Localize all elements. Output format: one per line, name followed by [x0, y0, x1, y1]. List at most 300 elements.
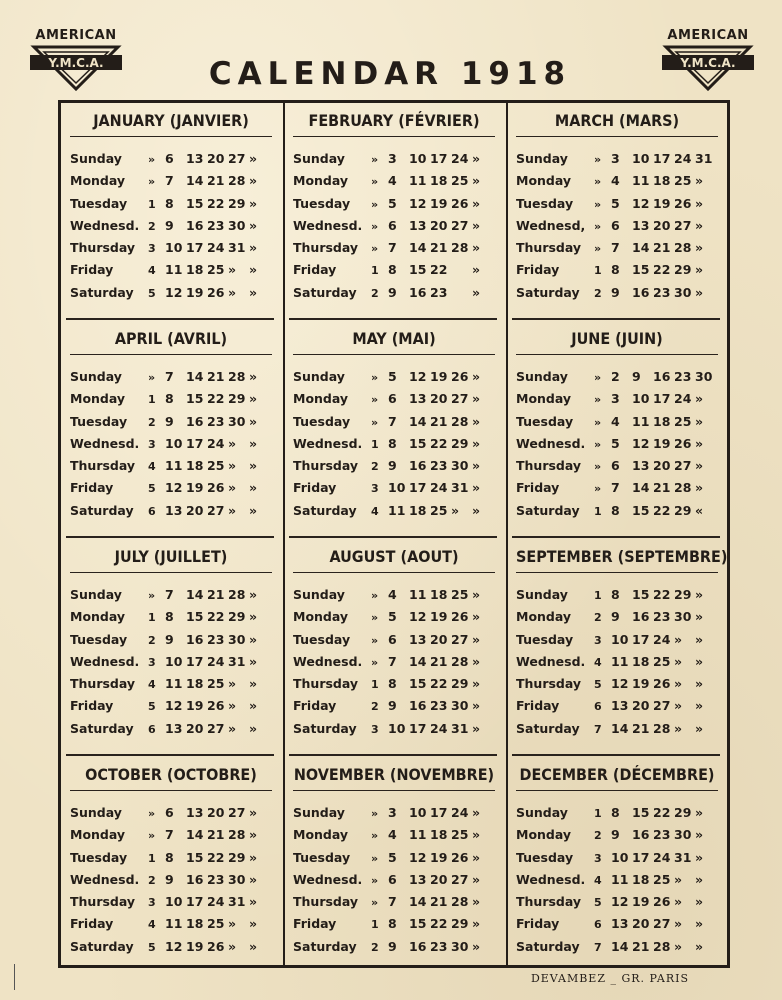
first-date: »	[594, 415, 602, 429]
weekday-rows	[287, 369, 501, 525]
weekday-label: Thursday	[516, 894, 582, 910]
date-cell: 27	[674, 217, 692, 233]
date-cell: »	[249, 151, 258, 166]
date-cell: 25	[430, 502, 448, 518]
first-date: 3	[148, 896, 156, 910]
date-cell: 19	[186, 938, 204, 954]
date-cell: 21	[207, 369, 225, 384]
weekday-row	[293, 503, 497, 525]
date-cell: 18	[186, 916, 204, 932]
weekday-row	[70, 369, 274, 391]
date-cell: »	[472, 676, 481, 692]
ymca-logo-right	[660, 28, 756, 91]
date-cell: 20	[186, 720, 204, 736]
date-cell: »	[695, 698, 704, 714]
weekday-row	[516, 173, 720, 195]
date-cell: 26	[674, 195, 692, 211]
date-cell: 23	[430, 284, 448, 300]
date-cell: 26	[207, 480, 225, 496]
date-cell: 10	[632, 391, 650, 407]
weekday-row	[293, 436, 497, 458]
date-cell: »	[695, 480, 704, 496]
date-cell: 22	[653, 587, 671, 602]
weekday-row	[70, 196, 274, 218]
first-date: 1	[148, 611, 156, 625]
first-date: 1	[148, 851, 156, 865]
weekday-label: Saturday	[70, 938, 134, 954]
date-cell: 31	[228, 240, 246, 256]
month-heading: DECEMBER (DÉCEMBRE)	[516, 760, 718, 791]
ymca-triangle-icon	[662, 45, 754, 91]
date-cell: 14	[409, 413, 427, 429]
date-cell: 3	[388, 151, 397, 166]
date-cell: »	[695, 240, 704, 256]
weekday-row	[516, 894, 720, 916]
date-cell: 13	[409, 391, 427, 407]
month-separator	[512, 536, 720, 538]
date-cell: 9	[611, 609, 620, 625]
date-cell: 30	[674, 284, 692, 300]
weekday-row	[516, 872, 720, 894]
date-cell: »	[695, 173, 704, 189]
weekday-row	[293, 939, 497, 961]
date-cell: 22	[430, 916, 448, 932]
date-cell: 7	[611, 240, 620, 256]
date-cell: »	[249, 217, 258, 233]
date-cell: 19	[186, 698, 204, 714]
date-cell: 4	[388, 587, 397, 602]
weekday-label: Thursday	[70, 894, 136, 910]
month-separator	[66, 536, 274, 538]
first-date: »	[371, 175, 379, 189]
date-cell: 11	[165, 458, 183, 474]
date-cell: »	[249, 653, 258, 669]
date-cell: 19	[632, 676, 650, 692]
date-cell: 16	[409, 458, 427, 474]
date-cell: 11	[409, 827, 427, 843]
weekday-label: Monday	[70, 827, 126, 843]
weekday-label: Thursday	[70, 458, 136, 474]
first-date: »	[371, 371, 379, 384]
date-cell: 5	[388, 849, 397, 865]
month-heading: JANUARY (JANVIER)	[70, 106, 272, 137]
weekday-label: Friday	[70, 916, 114, 932]
date-cell: 7	[611, 480, 620, 496]
date-cell: 28	[653, 720, 671, 736]
date-cell: 25	[674, 173, 692, 189]
date-cell: 17	[653, 391, 671, 407]
date-cell: 18	[186, 262, 204, 278]
first-date: »	[594, 175, 602, 189]
date-cell: 16	[632, 284, 650, 300]
month-separator	[289, 754, 497, 756]
weekday-label: Sunday	[70, 151, 122, 166]
first-date: 3	[148, 437, 156, 451]
month-heading: JULY (JUILLET)	[70, 542, 272, 573]
date-cell: 14	[186, 173, 204, 189]
date-cell: 18	[430, 827, 448, 843]
date-cell: 12	[632, 195, 650, 211]
date-cell: »	[472, 284, 481, 300]
weekday-label: Sunday	[70, 587, 122, 602]
date-cell: 19	[653, 435, 671, 451]
date-cell: 6	[611, 217, 620, 233]
weekday-label: Friday	[293, 698, 337, 714]
date-cell: »	[249, 871, 258, 887]
date-cell: »	[695, 827, 704, 843]
date-cell: 11	[632, 413, 650, 429]
weekday-label: Sunday	[293, 151, 345, 166]
date-cell: »	[249, 916, 258, 932]
date-cell: 20	[207, 151, 225, 166]
date-cell: 24	[430, 720, 448, 736]
date-cell: 21	[207, 173, 225, 189]
weekday-rows	[64, 151, 278, 307]
date-cell: 16	[186, 871, 204, 887]
weekday-label: Friday	[70, 262, 114, 278]
ymca-triangle-icon	[30, 45, 122, 91]
date-cell: 7	[388, 653, 397, 669]
weekday-rows	[64, 805, 278, 961]
weekday-rows	[510, 151, 724, 307]
weekday-row	[70, 458, 274, 480]
month-february	[287, 104, 501, 320]
first-date: 2	[148, 633, 156, 647]
date-cell: 13	[165, 502, 183, 518]
date-cell: »	[228, 938, 237, 954]
weekday-label: Wednesd.	[516, 435, 586, 451]
weekday-label: Wednesd.	[70, 435, 140, 451]
first-date: »	[371, 851, 379, 865]
weekday-label: Wednesd.	[293, 653, 363, 669]
date-cell: 11	[165, 676, 183, 692]
weekday-label: Thursday	[70, 240, 136, 256]
date-cell: 9	[165, 217, 174, 233]
weekday-row	[293, 654, 497, 676]
date-cell: 15	[186, 849, 204, 865]
date-cell: 20	[430, 391, 448, 407]
weekday-label: Monday	[70, 609, 126, 625]
weekday-row	[516, 698, 720, 720]
weekday-row	[70, 632, 274, 654]
first-date: 5	[594, 678, 602, 692]
date-cell: 9	[611, 284, 620, 300]
month-heading: MAY (MAI)	[293, 324, 495, 355]
weekday-label: Thursday	[516, 676, 582, 692]
date-cell: 13	[186, 151, 204, 166]
first-date: 3	[594, 851, 602, 865]
first-date: »	[148, 371, 156, 384]
first-date: 7	[594, 940, 602, 954]
date-cell: 12	[409, 195, 427, 211]
date-cell: 22	[207, 391, 225, 407]
date-cell: 30	[451, 938, 469, 954]
date-cell: »	[472, 151, 481, 166]
date-cell: 21	[430, 240, 448, 256]
date-cell: »	[695, 631, 704, 647]
first-date: 1	[371, 437, 379, 451]
first-date: 6	[148, 722, 156, 736]
date-cell: 29	[228, 609, 246, 625]
date-cell: »	[249, 849, 258, 865]
first-date: »	[371, 242, 379, 256]
date-cell: 25	[451, 587, 469, 602]
date-cell: »	[249, 369, 258, 384]
date-cell: »	[249, 938, 258, 954]
date-cell: 30	[228, 413, 246, 429]
weekday-row	[516, 827, 720, 849]
date-cell: «	[695, 502, 704, 518]
date-cell: 5	[611, 195, 620, 211]
date-cell: 28	[451, 413, 469, 429]
logo-word: AMERICAN	[35, 28, 117, 43]
date-cell: 9	[388, 458, 397, 474]
emblem-text: Y.M.C.A.	[680, 56, 736, 70]
weekday-label: Wednesd.	[70, 871, 140, 887]
date-cell: 29	[451, 435, 469, 451]
weekday-row	[70, 151, 274, 173]
weekday-rows	[510, 369, 724, 525]
month-august	[287, 540, 501, 756]
date-cell: 15	[632, 502, 650, 518]
first-date: 6	[148, 504, 156, 518]
weekday-label: Sunday	[293, 369, 345, 384]
date-cell: 31	[451, 480, 469, 496]
weekday-label: Friday	[516, 698, 560, 714]
weekday-row	[70, 721, 274, 743]
weekday-label: Tuesday	[516, 631, 574, 647]
date-cell: 7	[388, 413, 397, 429]
date-cell: 9	[632, 369, 641, 384]
date-cell: 31	[451, 720, 469, 736]
date-cell: 19	[186, 480, 204, 496]
first-date: »	[594, 371, 602, 384]
weekday-label: Monday	[293, 391, 349, 407]
date-cell: 20	[430, 631, 448, 647]
date-cell: 9	[388, 698, 397, 714]
date-cell: 23	[430, 938, 448, 954]
weekday-row	[70, 262, 274, 284]
weekday-label: Friday	[516, 916, 560, 932]
first-date: 3	[594, 633, 602, 647]
date-cell: »	[695, 894, 704, 910]
date-cell: 15	[409, 262, 427, 278]
weekday-row	[516, 587, 720, 609]
date-cell: »	[695, 805, 704, 820]
weekday-rows	[287, 587, 501, 743]
date-cell: 8	[611, 502, 620, 518]
weekday-row	[70, 827, 274, 849]
date-cell: 29	[674, 587, 692, 602]
date-cell: 29	[451, 916, 469, 932]
weekday-label: Friday	[516, 262, 560, 278]
date-cell: 8	[611, 805, 620, 820]
page-title: CALENDAR 1918	[208, 56, 572, 92]
date-cell: »	[472, 587, 481, 602]
date-cell: 29	[228, 849, 246, 865]
date-cell: 25	[653, 653, 671, 669]
weekday-label: Friday	[70, 698, 114, 714]
weekday-row	[516, 436, 720, 458]
date-cell: »	[249, 391, 258, 407]
date-cell: »	[472, 502, 481, 518]
date-cell: 30	[228, 217, 246, 233]
weekday-label: Sunday	[70, 369, 122, 384]
weekday-row	[70, 872, 274, 894]
date-cell: »	[674, 871, 683, 887]
edge-mark	[14, 964, 15, 990]
date-cell: 17	[186, 653, 204, 669]
date-cell: 14	[409, 894, 427, 910]
first-date: 4	[148, 918, 156, 932]
date-cell: 15	[409, 676, 427, 692]
weekday-rows	[510, 587, 724, 743]
date-cell: 8	[388, 676, 397, 692]
date-cell: 23	[207, 217, 225, 233]
date-cell: 6	[165, 151, 174, 166]
date-cell: »	[472, 173, 481, 189]
weekday-label: Sunday	[516, 151, 568, 166]
date-cell: 27	[653, 698, 671, 714]
date-cell: 5	[388, 195, 397, 211]
date-cell: 22	[653, 502, 671, 518]
first-date: »	[371, 633, 379, 647]
date-cell: »	[674, 916, 683, 932]
date-cell: »	[695, 720, 704, 736]
date-cell: »	[695, 435, 704, 451]
weekday-label: Thursday	[516, 458, 582, 474]
date-cell: 19	[430, 369, 448, 384]
date-cell: 25	[674, 413, 692, 429]
weekday-row	[293, 480, 497, 502]
date-cell: »	[472, 653, 481, 669]
date-cell: 12	[409, 849, 427, 865]
weekday-label: Tuesday	[293, 631, 351, 647]
date-cell: 13	[611, 916, 629, 932]
weekday-label: Tuesday	[293, 195, 351, 211]
weekday-row	[293, 151, 497, 173]
date-cell: 29	[228, 391, 246, 407]
first-date: »	[594, 242, 602, 256]
date-cell: »	[249, 676, 258, 692]
weekday-row	[516, 609, 720, 631]
date-cell: 17	[409, 480, 427, 496]
date-cell: 17	[632, 849, 650, 865]
date-cell: »	[249, 720, 258, 736]
date-cell: »	[695, 195, 704, 211]
date-cell: 26	[451, 195, 469, 211]
date-cell: 13	[409, 631, 427, 647]
first-date: 1	[148, 197, 156, 211]
date-cell: 14	[611, 938, 629, 954]
date-cell: 10	[611, 849, 629, 865]
date-cell: 15	[409, 435, 427, 451]
date-cell: 3	[611, 391, 620, 407]
date-cell: »	[228, 284, 237, 300]
first-date: 2	[594, 611, 602, 625]
month-june	[510, 322, 724, 538]
date-cell: 10	[165, 894, 183, 910]
date-cell: 15	[632, 262, 650, 278]
printer-credit: DEVAMBEZ _ GR. PARIS	[530, 972, 690, 985]
date-cell: 12	[409, 369, 427, 384]
date-cell: 8	[165, 195, 174, 211]
date-cell: 8	[611, 262, 620, 278]
date-cell: »	[249, 609, 258, 625]
date-cell: »	[695, 587, 704, 602]
weekday-rows	[287, 805, 501, 961]
weekday-row	[516, 262, 720, 284]
weekday-row	[293, 218, 497, 240]
first-date: 1	[594, 807, 602, 820]
weekday-label: Sunday	[516, 587, 568, 602]
date-cell: »	[695, 849, 704, 865]
date-cell: 3	[611, 151, 620, 166]
first-date: 5	[594, 896, 602, 910]
date-cell: »	[674, 653, 683, 669]
weekday-label: Monday	[516, 609, 572, 625]
weekday-row	[293, 632, 497, 654]
date-cell: 9	[388, 284, 397, 300]
weekday-label: Monday	[293, 173, 349, 189]
date-cell: 18	[186, 458, 204, 474]
first-date: 1	[594, 264, 602, 278]
date-cell: »	[249, 631, 258, 647]
date-cell: »	[695, 609, 704, 625]
date-cell: 18	[632, 653, 650, 669]
first-date: 3	[148, 242, 156, 256]
date-cell: »	[472, 391, 481, 407]
date-cell: »	[695, 391, 704, 407]
weekday-label: Monday	[293, 609, 349, 625]
date-cell: 20	[653, 217, 671, 233]
date-cell: »	[249, 805, 258, 820]
date-cell: 29	[228, 195, 246, 211]
month-july	[64, 540, 278, 756]
weekday-label: Saturday	[516, 938, 580, 954]
date-cell: »	[472, 916, 481, 932]
weekday-row	[70, 939, 274, 961]
date-cell: 11	[388, 502, 406, 518]
weekday-label: Thursday	[70, 676, 136, 692]
first-date: 6	[594, 700, 602, 714]
date-cell: 12	[165, 938, 183, 954]
weekday-label: Monday	[293, 827, 349, 843]
date-cell: 7	[165, 827, 174, 843]
weekday-row	[70, 240, 274, 262]
date-cell: 19	[186, 284, 204, 300]
date-cell: 14	[186, 369, 204, 384]
date-cell: »	[472, 195, 481, 211]
date-cell: »	[472, 871, 481, 887]
date-cell: 10	[611, 631, 629, 647]
date-cell: 20	[430, 871, 448, 887]
date-cell: »	[249, 698, 258, 714]
date-cell: »	[228, 676, 237, 692]
date-cell: 24	[207, 894, 225, 910]
weekday-label: Sunday	[293, 805, 345, 820]
first-date: »	[148, 153, 156, 166]
weekday-row	[70, 805, 274, 827]
date-cell: 29	[674, 805, 692, 820]
date-cell: 24	[653, 849, 671, 865]
date-cell: »	[228, 480, 237, 496]
date-cell: 16	[186, 631, 204, 647]
date-cell: 11	[165, 262, 183, 278]
date-cell: 12	[611, 894, 629, 910]
date-cell: »	[472, 369, 481, 384]
weekday-rows	[287, 151, 501, 307]
